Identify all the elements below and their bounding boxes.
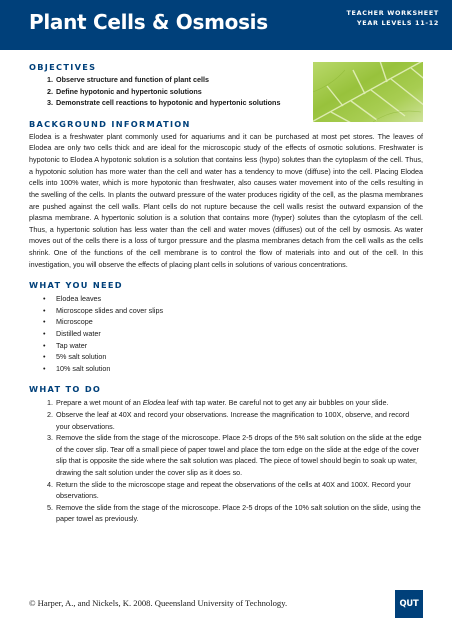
need-heading: WHAT YOU NEED: [29, 280, 123, 291]
bullet-icon: •: [43, 305, 46, 315]
background-heading: BACKGROUND INFORMATION: [29, 118, 191, 129]
page-title: Plant Cells & Osmosis: [29, 10, 268, 34]
todo-heading: WHAT TO DO: [29, 384, 102, 395]
need-item: • Microscope: [43, 317, 93, 327]
qut-logo: QUT: [395, 590, 423, 618]
footer-citation: © Harper, A., and Nickels, K. 2008. Queensland University of Technology.: [29, 598, 288, 608]
need-item: • Microscope slides and cover slips: [43, 305, 164, 315]
todo-step: 4. Return the slide to the microscope stage and repeat the observations of the cells at 40X and 100X. Record your observations.: [47, 479, 411, 501]
bullet-icon: •: [43, 329, 46, 339]
todo-step: 2. Observe the leaf at 40X and record your observations. Increase the magnification to 100X, observe, and record your observations.: [47, 410, 410, 431]
bullet-icon: •: [43, 294, 46, 304]
objective-item: 1. Observe structure and function of plant cells: [47, 75, 209, 84]
todo-step: 1. Prepare a wet mount of an Elodea leaf with tap water. Be careful not to get any air bubbles on your slide.: [47, 398, 389, 408]
objectives-list: [29, 74, 299, 109]
background-text: Elodea is a freshwater plant commonly used for aquariums and it can be purchased at most pet stores. The leaves of Elodea are only two cells thick and are ideal for the microscopic study of the effects of osmotic solutions. Freshwater is hypotonic to Elodea A hypotonic solution is a solution that contains less (hypo) solutes than the cytoplasm of the cell. Thus, a hypotonic solution has more water than the cell and water has a tendency to move (diffuse) into the cell. Placing Elodea cells into 100% water, which is more hypotonic than freshwater, also causes water movement into of the cells resulting in the swelling of the cells. In plants the outward pressure of the water produces rigidity of the cell, as the plasma membranes are pushed against the cell walls. Plant cells do not rupture because the cell walls resist the outward expansion of the plasma membrane. A hypertonic solution is a solution that contains more (hyper) solutes than the cytoplasm of the cell. Thus, a hypertonic solution has less water than the cell and water moves (diffuses) out of the cell by osmosis. As water moves out of the cells there is a loss of turgor pressure and the plasma membranes detach from the cell walls as the cells shrink. One of the functions of the cell membrane is to control the flow of materials into and out of the cell. In this investigation, you will observe the effects of placing plant cells in solutions of various concentrations.: [29, 131, 423, 269]
need-item: • Tap water: [43, 340, 88, 350]
objective-item: 3. Demonstrate cell reactions to hypotonic and hypertonic solutions: [47, 98, 281, 108]
todo-step: 5. Remove the slide from the stage of the microscope. Place 2-5 drops of the 10% salt solution on the slide, using the paper towel as previously.: [47, 502, 421, 524]
todo-list: [29, 397, 423, 525]
objective-item: 2. Define hypotonic and hypertonic solutions: [47, 86, 202, 96]
bullet-icon: •: [43, 363, 46, 373]
need-item: • Distilled water: [43, 329, 101, 339]
need-item: • Elodea leaves: [43, 294, 102, 304]
bullet-icon: •: [43, 340, 46, 350]
worksheet-label: TEACHER WORKSHEET: [346, 9, 439, 17]
need-list: [29, 293, 423, 374]
need-item: • 5% salt solution: [43, 352, 107, 362]
objectives-heading: OBJECTIVES: [29, 62, 97, 72]
bullet-icon: •: [43, 317, 46, 327]
header-banner: [0, 0, 452, 50]
todo-step: 3. Remove the slide from the stage of the microscope. Place 2-5 drops of the 5% salt solution on the slide at the edge of the cover slip. Tear off a small piece of paper towel and place the torn edge on the slide at the edge of the cover slip that is opposite the side where the salt solution was placed. The piece of towel should begin to soak up water, drawing the salt solution under the cover slip as it does so.: [47, 433, 422, 477]
leaf-photo: [313, 62, 423, 122]
need-item: • 10% salt solution: [43, 363, 111, 373]
worksheet-body: [29, 62, 423, 525]
year-label: YEAR LEVELS 11-12: [356, 18, 439, 27]
header-meta: [346, 9, 439, 28]
bullet-icon: •: [43, 352, 46, 362]
